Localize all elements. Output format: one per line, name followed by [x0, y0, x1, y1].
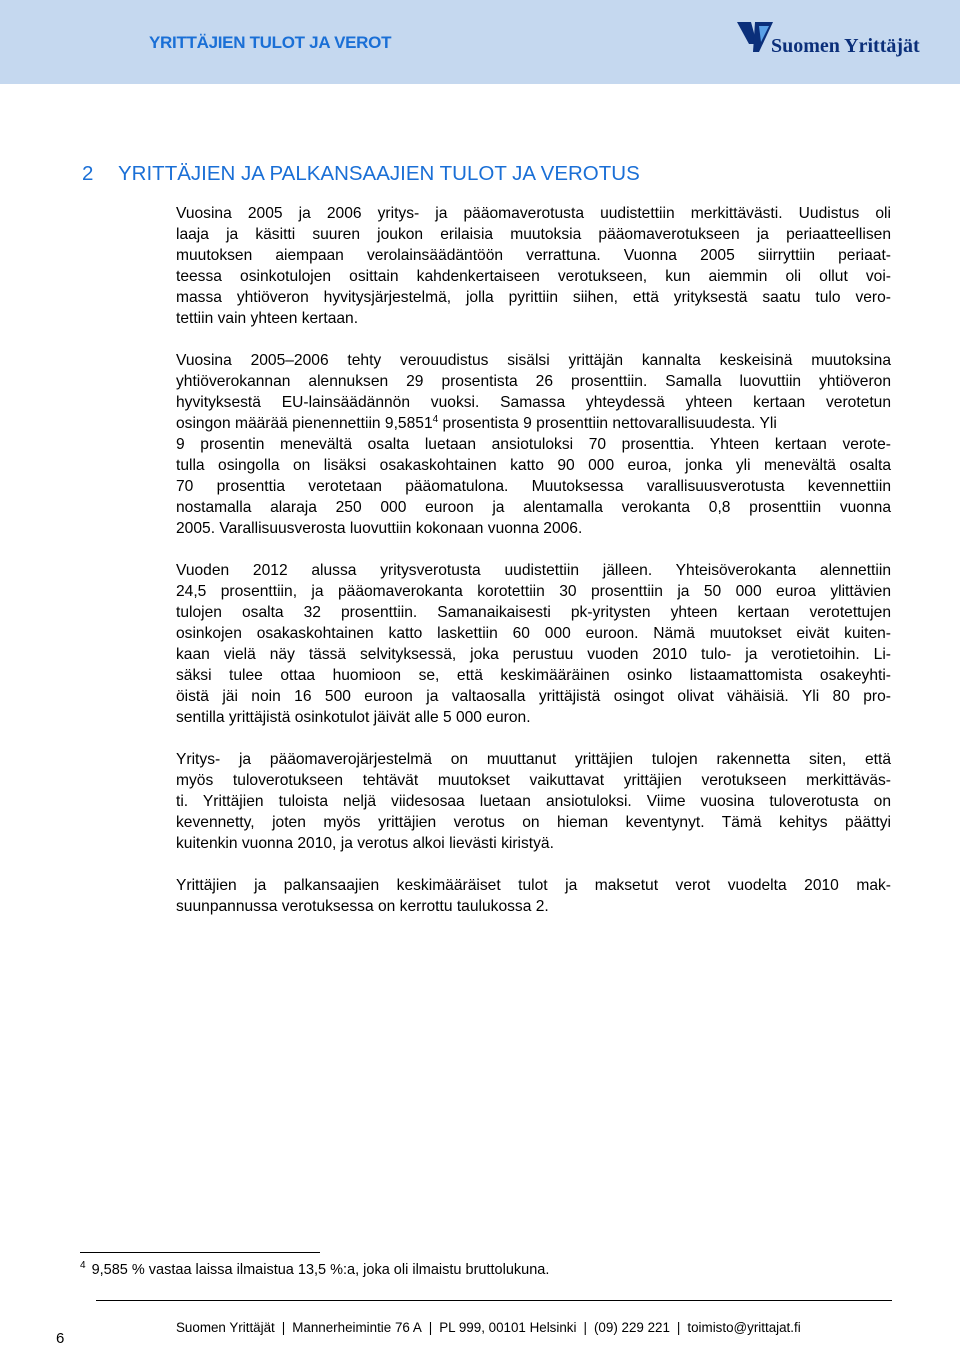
footer-contact [176, 1320, 801, 1335]
paragraph-line: muutoksen aiempaan verolainsäädäntöön verrattuna. Vuonna 2005 siirryttiin periaat- [176, 247, 891, 264]
line-start: osingon määrää pienennettiin 9,5851 [176, 415, 433, 432]
logo-mark-icon [735, 18, 775, 58]
paragraph-line: myös tuloverotukseen tehtävät muutokset vaikuttavat yrittäjien verotukseen merkittäväs- [176, 772, 891, 789]
paragraph-line: öistä jäi noin 16 500 euroon ja valtaosalla yrittäjistä osingot olivat vähäisiä. Yli 80 pro- [176, 688, 891, 705]
footnote-reference[interactable]: 4 [432, 413, 439, 425]
paragraph-line: laaja ja käsitti suuren joukon erilaisia muutoksia pääomaverotukseen ja periaatteellisen [176, 226, 891, 243]
paragraph-line: suunpannussa verotuksessa on kerrottu taulukossa 2. [176, 898, 549, 915]
footer-divider [96, 1300, 892, 1301]
paragraph-line: kaan vielä näy tässä selvityksessä, joka perustuu vuoden 2010 tulo- ja verotietoihin. Li- [176, 646, 891, 663]
paragraph-line: tettiin vain yhteen kertaan. [176, 310, 359, 327]
footnote-text: 9,585 % vastaa laissa ilmaistua 13,5 %:a, joka oli ilmaistu bruttolukuna. [91, 1262, 550, 1278]
paragraph-line: teessa osinkotulojen osittain kahdenkertaiseen verotukseen, kun aiemmin oli ollut voi- [176, 268, 891, 285]
section-heading [82, 162, 640, 186]
paragraph-line: Vuosina 2005 ja 2006 yritys- ja pääomaverotusta uudistettiin merkittävästi. Uudistus oli [176, 205, 891, 222]
footer-street-address: Mannerheimintie 76 A [292, 1320, 422, 1335]
paragraph-1 [176, 203, 891, 329]
paragraph-3 [176, 560, 891, 728]
footer-postal-address: PL 999, 00101 Helsinki [439, 1320, 577, 1335]
paragraph-4 [176, 749, 891, 854]
header-title: YRITTÄJIEN TULOT JA VEROT [149, 33, 392, 52]
paragraph-line: Yritys- ja pääomaverojärjestelmä on muuttanut yrittäjien tulojen rakennetta siten, että [176, 751, 891, 768]
paragraph-line: 70 prosenttia verotetaan pääomatulona. Muutoksessa varallisuusverotusta kevennettiin [176, 478, 891, 495]
suomen-yrittajat-logo [735, 18, 930, 66]
paragraph-line: Vuosina 2005–2006 tehty verouudistus sisälsi yrittäjän kannalta keskeisinä muutoksina [176, 352, 891, 369]
paragraph-line: 2005. Varallisuusverosta luovuttiin kokonaan vuonna 2006. [176, 520, 583, 537]
section-title: YRITTÄJIEN JA PALKANSAAJIEN TULOT JA VEROTUS [118, 162, 640, 185]
paragraph-line: kuitenkin vuonna 2010, ja verotus alkoi lievästi kiristyä. [176, 835, 554, 852]
footer-email[interactable]: toimisto@yrittajat.fi [687, 1320, 801, 1335]
footer-separator: | [583, 1320, 587, 1335]
paragraph-line: tulla osingolla on lisäksi osakaskohtainen katto 90 000 euroa, jonka yli menevältä osalta [176, 457, 891, 474]
paragraph-line: 9 prosentin menevältä osalta luetaan ansiotuloksi 70 prosenttia. Yhteen kertaan verote- [176, 436, 891, 453]
paragraph-line: sentilla yrittäjistä osinkotulot jäivät alle 5 000 euron. [176, 709, 531, 726]
paragraph-line: 24,5 prosenttiin, ja pääomaverokanta korotettiin 30 prosenttiin ja 50 000 euroa ylittävien [176, 583, 891, 600]
paragraph-2 [176, 350, 891, 539]
footer-organization: Suomen Yrittäjät [176, 1320, 275, 1335]
footer-separator: | [428, 1320, 433, 1335]
paragraph-line: hyvityksestä EU-lainsäädännön vuoksi. Samassa yhteydessä yhteen kertaan verotetun [176, 394, 891, 411]
body-text [176, 203, 891, 938]
section-number: 2 [82, 162, 94, 185]
paragraph-line: massa yhtiöveron hyvitysjärjestelmä, jolla pyrittiin siihen, että yrityksestä saatu tulo vero- [176, 289, 891, 306]
page-number: 6 [56, 1330, 65, 1347]
footer-phone: (09) 229 221 [593, 1320, 670, 1335]
logo-text: Suomen Yrittäjät [771, 35, 920, 57]
paragraph-line: Vuoden 2012 alussa yritysverotusta uudistettiin jälleen. Yhteisöverokanta alennettiin [176, 562, 891, 579]
paragraph-line: osinkojen osakaskohtainen katto laskettiin 60 000 euroon. Nämä muutokset eivät kuiten- [176, 625, 891, 642]
paragraph-line: säksi tulee ottaa huomioon se, että keskimääräinen osinko listaamattomista osakeyhti- [176, 667, 891, 684]
footer-separator: | [281, 1320, 286, 1335]
header-band [0, 0, 960, 84]
paragraph-line: ti. Yrittäjien tuloista neljä viidesosaa luetaan ansiotuloksi. Viime vuosina tuloverotusta on [176, 793, 891, 810]
paragraph-5 [176, 875, 891, 917]
paragraph-line: nostamalla alaraja 250 000 euroon ja alentamalla verokanta 0,8 prosenttiin vuonna [176, 499, 891, 516]
line-tail: prosentista 9 prosenttiin nettovarallisuudesta. Yli [438, 415, 777, 432]
footnote-marker: 4 [80, 1260, 86, 1272]
paragraph-line: yhtiöverokannan alennuksen 29 prosentista 26 prosenttiin. Samalla luovuttiin yhtiöveron [176, 373, 891, 390]
footnote [80, 1262, 549, 1278]
paragraph-line-with-footnote [176, 413, 891, 434]
paragraph-line: tulojen osalta 32 prosenttiin. Samanaikaisesti pk-yritysten yhteen kertaan verotettujen [176, 604, 891, 621]
footnote-divider [80, 1252, 320, 1253]
paragraph-line: Yrittäjien ja palkansaajien keskimääräiset tulot ja maksetut verot vuodelta 2010 mak- [176, 877, 891, 894]
footer-separator: | [676, 1320, 681, 1335]
paragraph-line: kevennetty, joten myös yrittäjien verotus on hieman keventynyt. Tämä kehitys päättyi [176, 814, 891, 831]
